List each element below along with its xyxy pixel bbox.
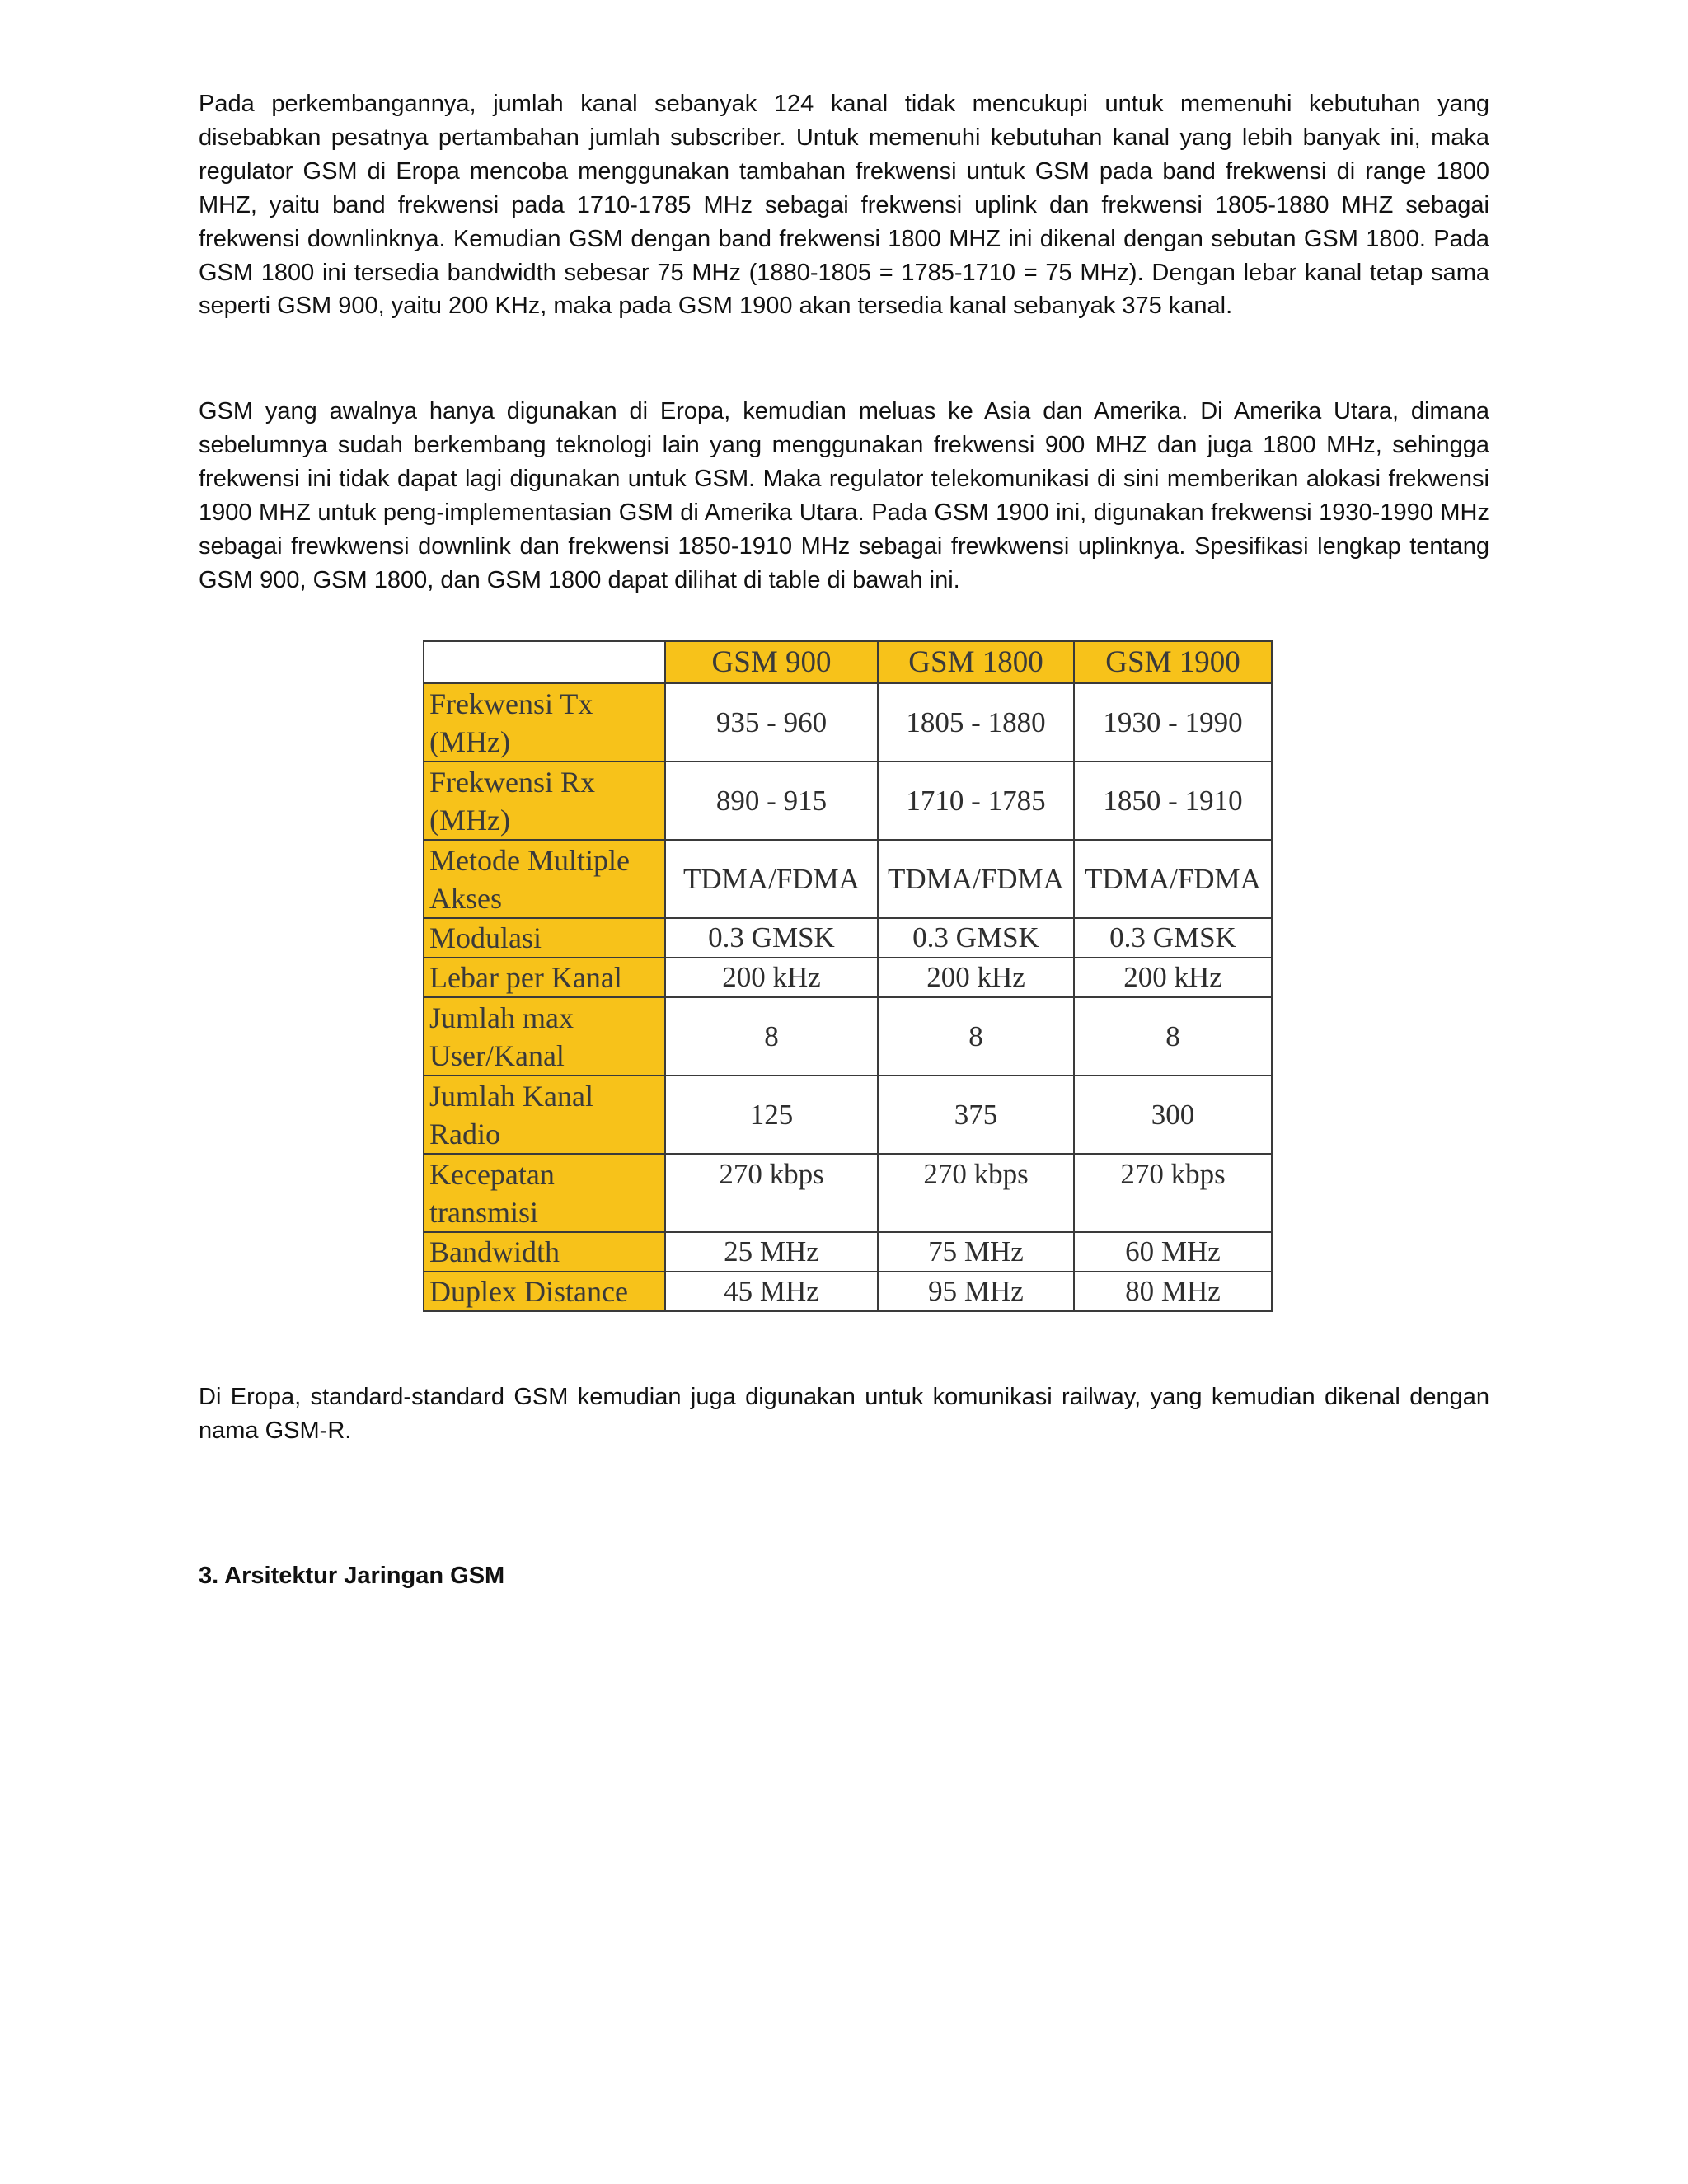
table-cell: 270 kbps	[878, 1154, 1074, 1232]
paragraph-gsm-r: Di Eropa, standard-standard GSM kemudian juga digunakan untuk komunikasi railway, yang kemudian dikenal dengan nama GSM-R.	[199, 1384, 1489, 1444]
column-header-gsm-900: GSM 900	[665, 641, 878, 683]
table-cell: 8	[665, 997, 878, 1076]
table-cell: 200 kHz	[1074, 958, 1272, 997]
table-cell: 1805 - 1880	[878, 683, 1074, 762]
table-corner-cell	[424, 641, 665, 683]
table-cell: 25 MHz	[665, 1232, 878, 1272]
table-header-row	[424, 641, 1272, 683]
row-label-frekwensi-rx: Frekwensi Rx (MHz)	[424, 762, 665, 840]
row-label-kecepatan-transmisi: Kecepatan transmisi	[424, 1154, 665, 1232]
row-label-metode-multiple-akses: Metode Multiple Akses	[424, 840, 665, 918]
section-heading: 3. Arsitektur Jaringan GSM	[199, 1563, 505, 1589]
table-cell: 0.3 GMSK	[665, 918, 878, 958]
table-row	[424, 1154, 1272, 1232]
table-cell: 8	[878, 997, 1074, 1076]
row-label-duplex-distance: Duplex Distance	[424, 1272, 665, 1311]
table-cell: 890 - 915	[665, 762, 878, 840]
paragraph-gsm-1800: Pada perkembangannya, jumlah kanal sebanyak 124 kanal tidak mencukupi untuk memenuhi kebutuhan yang disebabkan pesatnya pertambahan jumlah subscriber. Untuk memenuhi kebutuhan kanal yang lebih banyak ini, maka regulator GSM di Eropa mencoba menggunakan tambahan frekwensi untuk GSM pada band frekwensi di range 1800 MHZ, yaitu band frekwensi pada 1710-1785 MHz sebagai frekwensi uplink dan frekwensi 1805-1880 MHZ sebagai frekwensi downlinknya. Kemudian GSM dengan band frekwensi 1800 MHZ ini dikenal dengan sebutan GSM 1800. Pada GSM 1800 ini tersedia bandwidth sebesar 75 MHz (1880-1805 = 1785-1710 = 75 MHz). Dengan lebar kanal tetap sama seperti GSM 900, yaitu 200 KHz, maka pada GSM 1900 akan tersedia kanal sebanyak 375 kanal.	[199, 91, 1489, 320]
table-cell: 270 kbps	[665, 1154, 878, 1232]
table-cell: 375	[878, 1076, 1074, 1154]
paragraph-gsm-1900: GSM yang awalnya hanya digunakan di Eropa, kemudian meluas ke Asia dan Amerika. Di Amerika Utara, dimana sebelumnya sudah berkembang teknologi lain yang menggunakan frekwensi 900 MHZ dan juga 1800 MHz, sehingga frekwensi ini tidak dapat lagi digunakan untuk GSM. Maka regulator telekomunikasi di sini memberikan alokasi frekwensi 1900 MHZ untuk peng-implementasian GSM di Amerika Utara. Pada GSM 1900 ini, digunakan frekwensi 1930-1990 MHz sebagai frewkwensi downlink dan frekwensi 1850-1910 MHz sebagai frewkwensi uplinknya. Spesifikasi lengkap tentang GSM 900, GSM 1800, dan GSM 1800 dapat dilihat di table di bawah ini.	[199, 398, 1489, 593]
table-cell: 200 kHz	[665, 958, 878, 997]
table-cell: 60 MHz	[1074, 1232, 1272, 1272]
table-row	[424, 683, 1272, 762]
row-label-lebar-per-kanal: Lebar per Kanal	[424, 958, 665, 997]
row-label-modulasi: Modulasi	[424, 918, 665, 958]
table-cell: 1850 - 1910	[1074, 762, 1272, 840]
table-row	[424, 958, 1272, 997]
table-cell: TDMA/FDMA	[878, 840, 1074, 918]
table-row	[424, 1272, 1272, 1311]
row-label-jumlah-max-user: Jumlah max User/Kanal	[424, 997, 665, 1076]
table-row	[424, 918, 1272, 958]
table-row	[424, 840, 1272, 918]
table-cell: 125	[665, 1076, 878, 1154]
table-cell: 270 kbps	[1074, 1154, 1272, 1232]
row-label-jumlah-kanal-radio: Jumlah Kanal Radio	[424, 1076, 665, 1154]
row-label-frekwensi-tx: Frekwensi Tx (MHz)	[424, 683, 665, 762]
table-cell: TDMA/FDMA	[1074, 840, 1272, 918]
table-cell: 0.3 GMSK	[878, 918, 1074, 958]
table-cell: 95 MHz	[878, 1272, 1074, 1311]
table-cell: 935 - 960	[665, 683, 878, 762]
column-header-gsm-1900: GSM 1900	[1074, 641, 1272, 683]
table-cell: 200 kHz	[878, 958, 1074, 997]
table-cell: 1930 - 1990	[1074, 683, 1272, 762]
table-row	[424, 762, 1272, 840]
table-row	[424, 1076, 1272, 1154]
table-cell: 1710 - 1785	[878, 762, 1074, 840]
table-row	[424, 1232, 1272, 1272]
row-label-bandwidth: Bandwidth	[424, 1232, 665, 1272]
table-cell: 80 MHz	[1074, 1272, 1272, 1311]
table-row	[424, 997, 1272, 1076]
column-header-gsm-1800: GSM 1800	[878, 641, 1074, 683]
table-cell: TDMA/FDMA	[665, 840, 878, 918]
table-cell: 45 MHz	[665, 1272, 878, 1311]
table-cell: 75 MHz	[878, 1232, 1074, 1272]
table-cell: 0.3 GMSK	[1074, 918, 1272, 958]
table-cell: 8	[1074, 997, 1272, 1076]
table-cell: 300	[1074, 1076, 1272, 1154]
gsm-specification-table	[423, 640, 1273, 1312]
